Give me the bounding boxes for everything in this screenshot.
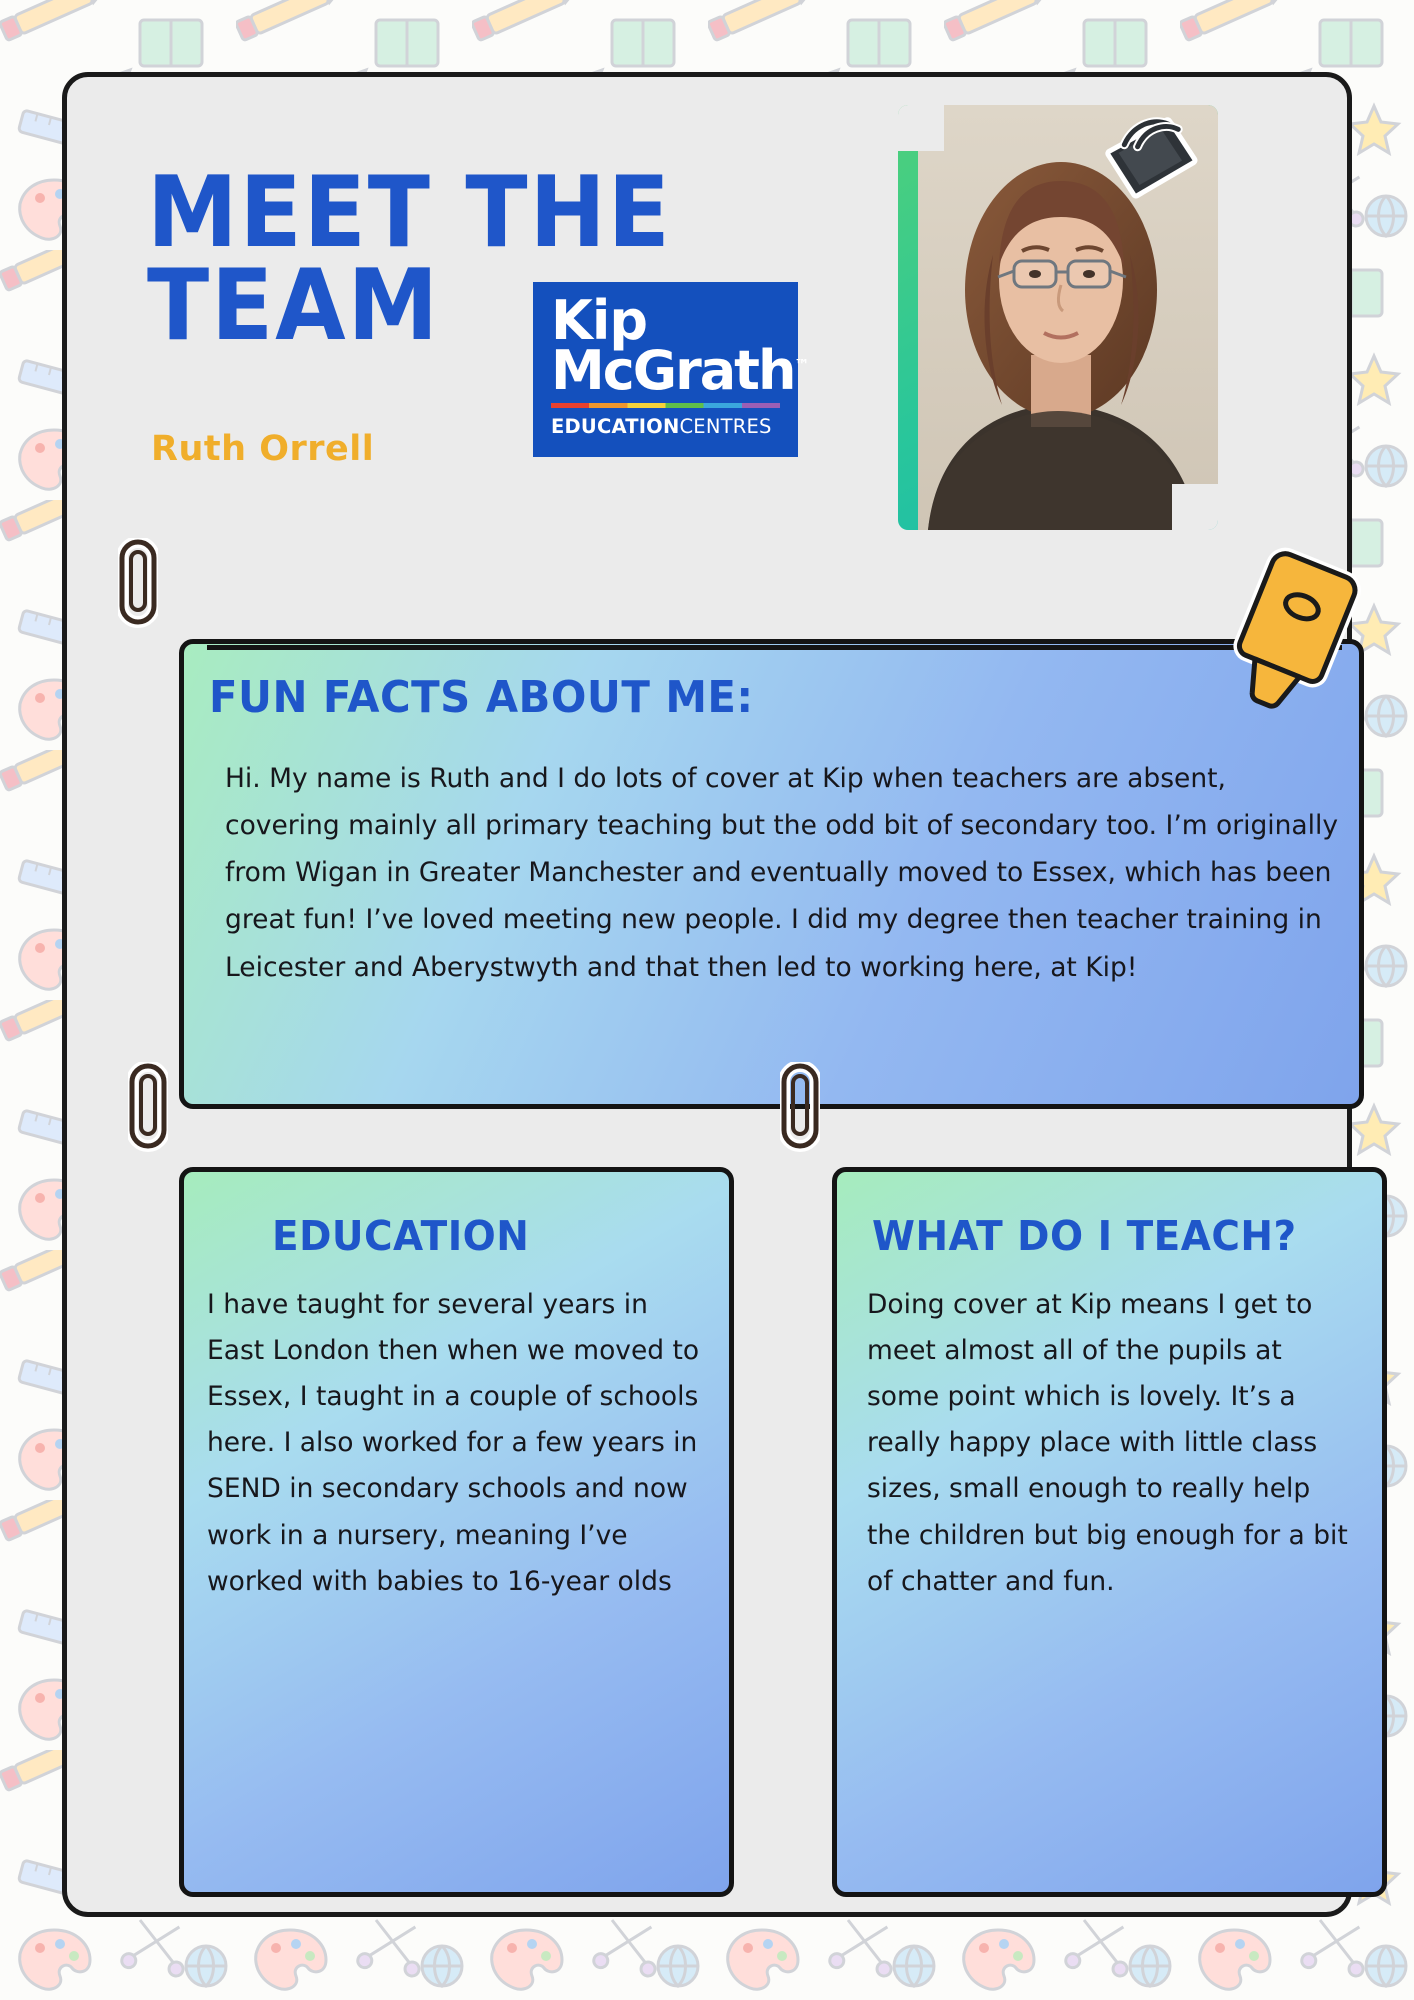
paper-clip-icon xyxy=(780,1062,820,1152)
teaching-body: Doing cover at Kip means I get to meet almost all of the pupils at some point which is lovely. It’s a really happy place with little class sizes, small enough to really help the children but big enough for a bit of chatter and fun. xyxy=(867,1289,1348,1597)
fun-facts-top-rule xyxy=(207,645,1342,650)
logo-tagline-centres: CENTRES xyxy=(679,415,772,439)
logo-tagline-education: EDUCATION xyxy=(551,415,680,439)
highlighter-pen-icon xyxy=(1227,547,1367,722)
photo-notch-bottom-right xyxy=(1172,484,1218,530)
logo-line-kip: Kip xyxy=(551,289,648,352)
logo-color-rule xyxy=(551,403,780,408)
fun-facts-heading: FUN FACTS ABOUT ME: xyxy=(209,672,754,723)
person-name: Ruth Orrell xyxy=(151,429,375,469)
poster-card xyxy=(62,72,1352,1917)
binder-clip-icon xyxy=(1097,107,1207,217)
fun-facts-body: Hi. My name is Ruth and I do lots of cover at Kip when teachers are absent, covering mainly all primary teaching but the odd bit of secondary too. I’m originally from Wigan in Greater Manchester and eventually moved to Essex, which has been great fun! I’ve loved meeting new people. I did my degree then teacher training in Leicester and Aberystwyth and that then led to working here, at Kip! xyxy=(225,763,1339,983)
paper-clip-icon xyxy=(118,538,158,628)
logo-tagline xyxy=(551,415,780,438)
paper-clip-icon xyxy=(128,1062,168,1152)
photo-notch-top-left xyxy=(898,105,944,151)
kip-mcgrath-logo xyxy=(533,282,808,457)
education-body: I have taught for several years in East London then when we moved to Essex, I taught in a couple of schools here. I also worked for a few years in SEND in secondary schools and now work in a nursery, meaning I’ve worked with babies to 16-year olds xyxy=(207,1289,700,1597)
education-heading: EDUCATION xyxy=(272,1212,530,1260)
trademark-symbol: ™ xyxy=(794,355,808,374)
logo-mcgrath-text: McGrath xyxy=(551,338,795,402)
teaching-heading: WHAT DO I TEACH? xyxy=(872,1212,1297,1260)
page-title: MEET THE TEAM xyxy=(147,156,672,364)
logo-line-mcgrath xyxy=(551,338,808,402)
